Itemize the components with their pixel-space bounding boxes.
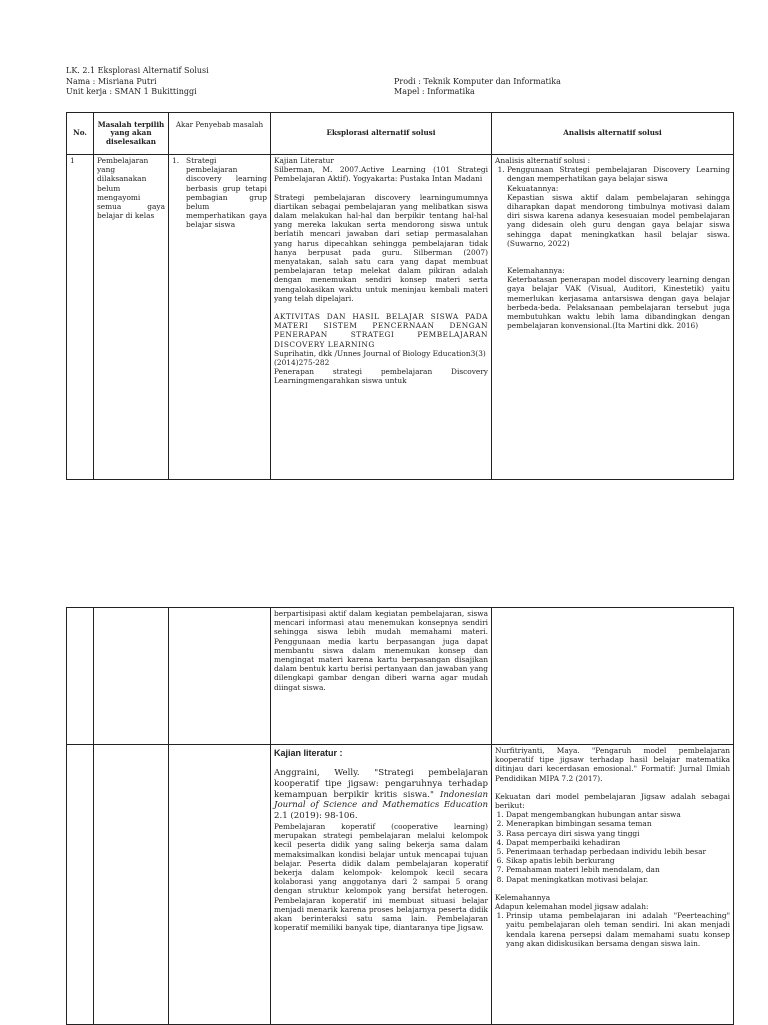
mapel-line: Mapel : Informatika	[394, 87, 475, 96]
article-title: AKTIVITAS DAN HASIL BELAJAR SISWA PADA MATERI SISTEM PENCERNAAN DENGAN PENERAPAN STRATEGI PEMBELAJARAN DISCOVERY LEARNING	[274, 312, 488, 349]
header-no: No.	[67, 113, 94, 155]
empty-cell	[169, 745, 271, 1025]
empty-cell	[492, 608, 734, 745]
akar-number: 1.	[172, 156, 180, 165]
list-item: 3. Rasa percaya diri siswa yang tinggi	[506, 829, 730, 838]
reference-suprihatin: Suprihatin, dkk /Unnes Journal of Biology Education3(3) (2014)275-282	[274, 348, 486, 368]
kelemahan-text: Keterbatasan penerapan model discovery learning dengan gaya belajar VAK (Visual, Auditori, Kinestetik) yaitu memerlukan kerjasama antarsiswa dengan gaya belajar berbeda-beda. Pelaksanaan pembelajaran tersebut juga membutuhkan waktu lebih lama dibandingkan dengan pembelajaran konvensional.(Ita Martini dkk. 2016)	[507, 275, 730, 331]
kelemahan-label: Kelemahannya:	[507, 266, 565, 276]
list-item: 6. Sikap apatis lebih berkurang	[506, 856, 730, 865]
masalah-cell: Pembelajaran yang dilaksanakan belum mengayomi semua gaya belajar di kelas	[94, 155, 169, 480]
empty-cell	[169, 608, 271, 745]
eksplorasi-continuation: berpartisipasi aktif dalam kegiatan pembelajaran, siswa mencari informasi atau menemukan konsepnya sendiri sehingga siswa lebih mudah memahami materi. Penggunaan media kartu berpasangan juga dapat membantu siswa dalam menemukan konsep dan mengingat materi karena kartu berpasangan disajikan dalam bentuk kartu berisi pertanyaan dan jawaban yang dilengkapi gambar dengan diberi warna agar mudah diingat siswa.	[271, 608, 492, 745]
analisis-item: 1. Penggunaan Strategi pembelajaran Discovery Learning dengan memperhatikan gaya belajar siswa	[507, 165, 730, 183]
reference-silberman: Silberman, M. 2007.Active Learning (101 Strategi Pembelajaran Aktif). Yogyakarta: Pustaka Intan Madani	[274, 165, 488, 184]
header-analisis: Analisis alternatif solusi	[492, 113, 734, 155]
list-item: 7. Pemahaman materi lebih mendalam, dan	[506, 865, 730, 874]
document-title: LK. 2.1 Eksplorasi Alternatif Solusi	[66, 66, 209, 75]
prodi-line: Prodi : Teknik Komputer dan Informatika	[394, 77, 561, 86]
list-item: 5. Penerimaan terhadap perbedaan individu lebih besar	[506, 847, 730, 856]
list-item: 4. Dapat memperbaiki kehadiran	[506, 838, 730, 847]
jigsaw-analisis-cell	[492, 745, 734, 1025]
list-item: 8. Dapat meningkatkan motivasi belajar.	[506, 875, 730, 884]
eksplorasi-cell	[271, 155, 492, 480]
solution-table-page1	[66, 112, 734, 480]
unit-kerja-line: Unit kerja : SMAN 1 Bukittinggi	[66, 87, 197, 96]
list-item: 2. Menerapkan bimbingan sesama teman	[506, 819, 730, 828]
kelemahan-list	[495, 911, 730, 948]
empty-cell	[67, 745, 94, 1025]
kelemahan-label: Kelemahannya	[495, 892, 551, 902]
header-eksplorasi: Eksplorasi alternatif solusi	[271, 113, 492, 155]
jigsaw-eksplorasi-cell	[271, 745, 492, 1025]
analisis-cell	[492, 155, 734, 480]
row-number: 1	[67, 155, 94, 480]
kekuatan-text: Kepastian siswa aktif dalam pembelajaran sehingga diharapkan dapat mendorong timbulnya motivasi dalam diri siswa karena adanya kesesuaian model pembelajaran yang didesain oleh guru dengan gaya belajar siswa sehingga dapat meningkatkan hasil belajar siswa. (Suwarno, 2022)	[507, 192, 730, 248]
table-row	[67, 608, 734, 745]
table-row	[67, 155, 734, 480]
nama-line: Nama : Misriana Putri	[66, 77, 157, 86]
list-item: 1. Prinsip utama pembelajaran ini adalah "Peerteaching" yaitu pembelajaran oleh teman sendiri. Ini akan menjadi kendala karena persepsi dalam memahami suatu konsep yang akan didiskusikan bersama dengan siswa lain.	[506, 911, 730, 948]
empty-cell	[94, 745, 169, 1025]
reference-nurfitriyanti: Nurfitriyanti, Maya. "Pengaruh model pembelajaran kooperatif tipe jigsaw terhadap hasil belajar matematika ditinjau dari kecerdasan emosional." Formatif: Jurnal Ilmiah Pendidikan MIPA 7.2 (2017).	[495, 746, 730, 783]
koperatif-paragraph: Pembelajaran koperatif (cooperative learning) merupakan strategi pembelajaran melalui kelompok kecil peserta didik yang saling bekerja sama dalam memaksimalkan kondisi belajar untuk mencapai tujuan belajar. Peserta didik dalam pembelajaran koperatif bekerja dalam kelompok- kelompok kecil secara kolaborasi yang anggotanya dari 2 sampai 5 orang dengan struktur kelompok yang bersifat heterogen. Pembelajaran koperatif ini membuat situasi belajar menjadi menarik karena proses belajarnya peserta didik akan berinteraksi satu sama lain. Pembelajaran koperatif memiliki banyak tipe, diantaranya tipe Jigsaw.	[274, 821, 488, 933]
solution-table-page2	[66, 607, 734, 1025]
kajian-heading: Kajian literatur :	[274, 748, 343, 758]
reference-anggraini: Anggraini, Welly. "Strategi pembelajaran kooperatif tipe jigsaw: pengaruhnya terhadap kemampuan berpikir kritis siswa." Indonesian Journal of Science and Mathematics Education 2.1 (2019): 98-106.	[274, 768, 488, 822]
empty-cell	[94, 608, 169, 745]
table-row	[67, 745, 734, 1025]
kekuatan-intro: Kekuatan dari model pembelajaran Jigsaw adalah sebagai berikut:	[495, 791, 730, 811]
akar-cell	[169, 155, 271, 480]
eksplorasi-paragraph: Strategi pembelajaran discovery learningumumnya diartikan sebagai pembelajaran yang melibatkan siswa dalam melakukan hal-hal dan berpikir tentang hal-hal yang mereka lakukan serta mendorong siswa untuk berlatih mencari jawaban dari setiap permasalahan yang harus dipecahkan sehingga pembelajaran tidak hanya berpusat pada guru. Silberman (2007) menyatakan, salah satu cara yang dapat membuat pembelajaran tetap melekat dalam pikiran adalah dengan menemukan sendiri konsep materi serta mengalokasikan waktu untuk meninjau kembali materi yang telah dipelajari.	[274, 192, 488, 303]
eksplorasi-paragraph-2: Penerapan strategi pembelajaran Discovery Learningmengarahkan siswa untuk	[274, 367, 488, 386]
akar-text: Strategi pembelajaran discovery learning berbasis grup tetapi pembagian grup belum memperhatikan gaya belajar siswa	[186, 156, 267, 230]
analisis-intro: Analisis alternatif solusi :	[495, 156, 591, 165]
kekuatan-label: Kekuatannya:	[507, 183, 559, 193]
kekuatan-list	[495, 810, 730, 884]
list-item: 1. Dapat mengembangkan hubungan antar siswa	[506, 810, 730, 819]
table-header-row	[67, 113, 734, 155]
kajian-heading: Kajian Literatur	[274, 156, 334, 165]
header-masalah: Masalah terpilih yang akan diselesaikan	[94, 113, 169, 155]
header-akar: Akar Penyebab masalah	[169, 113, 271, 155]
kelemahan-intro: Adapun kelemahan model jigsaw adalah:	[495, 902, 649, 912]
empty-cell	[67, 608, 94, 745]
